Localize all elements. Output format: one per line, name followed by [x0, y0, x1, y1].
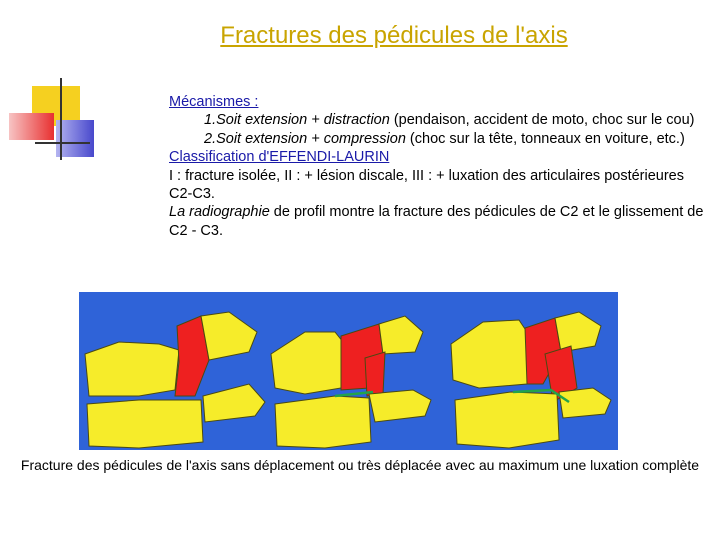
decor-vertical-line — [60, 78, 62, 160]
vertebra-c2-arch — [379, 316, 423, 354]
vertebra-c2-body — [85, 342, 179, 396]
radiography-text — [169, 203, 709, 240]
vertebra-c3-arch — [203, 384, 265, 422]
panel-no-displacement — [85, 312, 265, 448]
figure-caption: Fracture des pédicules de l'axis sans déplacement ou très déplacée avec au maximum une luxation complète — [20, 457, 700, 473]
classification-text: I : fracture isolée, II : + lésion discale, III : + luxation des articulaires postérieures C2-C3. — [169, 167, 684, 203]
radiography-label: La radiographie — [169, 204, 270, 221]
panel-dislocated — [451, 312, 611, 448]
mechanism-1-detail: (pendaison, accident de moto, choc sur le cou) — [389, 112, 695, 129]
decor-red-square — [9, 113, 54, 140]
fracture-c2-fragment — [365, 352, 385, 396]
panel-displaced — [271, 316, 431, 448]
radiography-detail: de profil montre la fracture des pédicules de C2 et le glissement de C2 - C3. — [169, 204, 704, 239]
mechanism-1-label: 1.Soit extension + distraction — [204, 112, 390, 129]
vertebra-c3-body — [275, 396, 371, 448]
vertebra-c3-arch — [369, 390, 431, 422]
fracture-illustration — [79, 292, 618, 450]
mechanism-2-detail: (choc sur la tête, tonneaux en voiture, etc.) — [405, 130, 685, 147]
vertebra-c2-arch — [555, 312, 601, 352]
page-title: Fractures des pédicules de l'axis — [220, 22, 568, 49]
vertebra-c3-body — [87, 400, 203, 448]
mechanism-item-2 — [169, 130, 709, 148]
classification-heading: Classification d'EFFENDI-LAURIN — [169, 149, 390, 166]
main-text — [169, 93, 709, 240]
vertebra-c2-body — [271, 332, 343, 394]
mechanism-2-label: 2.Soit extension + compression — [204, 130, 406, 147]
mechanisms-heading: Mécanismes : — [169, 94, 259, 110]
mechanism-item-1 — [169, 111, 709, 129]
vertebra-c3-arch — [559, 388, 611, 418]
vertebra-c2-arch — [201, 312, 257, 360]
decor-horizontal-line — [35, 142, 90, 144]
fracture-illustration-svg — [79, 292, 618, 450]
vertebra-c3-body — [455, 392, 559, 448]
vertebra-c2-body — [451, 320, 527, 388]
